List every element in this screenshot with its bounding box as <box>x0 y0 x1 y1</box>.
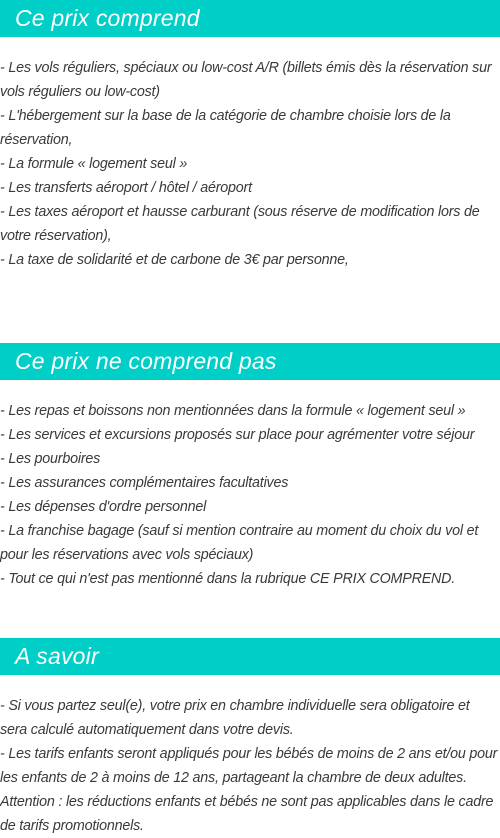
text-line: - Les taxes aéroport et hausse carburant (sous réserve de modification lors de <box>0 204 480 220</box>
text-line: Attention : les réductions enfants et bébés ne sont pas applicables dans le cadre <box>0 794 494 810</box>
section-includes <box>0 0 500 272</box>
text-line: - Les assurances complémentaires facultatives <box>0 475 289 491</box>
section-header-excludes <box>0 343 500 380</box>
text-line: vols réguliers ou low-cost) <box>0 84 160 100</box>
text-line: - Les transferts aéroport / hôtel / aéroport <box>0 180 252 196</box>
text-line: - La franchise bagage (sauf si mention contraire au moment du choix du vol et <box>0 523 479 539</box>
text-line: les enfants de 2 à moins de 12 ans, partageant la chambre de deux adultes. <box>0 770 467 786</box>
text-line: - L'hébergement sur la base de la catégorie de chambre choisie lors de la <box>0 108 451 124</box>
section-excludes <box>0 343 500 591</box>
text-line: - Les tarifs enfants seront appliqués pour les bébés de moins de 2 ans et/ou pour <box>0 746 498 762</box>
text-line: - Les services et excursions proposés sur place pour agrémenter votre séjour <box>0 427 475 443</box>
text-line: - Les dépenses d'ordre personnel <box>0 499 207 515</box>
text-line: - Les vols réguliers, spéciaux ou low-cost A/R (billets émis dès la réservation sur <box>0 60 492 76</box>
section-good-to-know <box>0 638 500 838</box>
section-body-excludes <box>0 399 500 591</box>
text-line: - La formule « logement seul » <box>0 156 188 172</box>
text-line: votre réservation), <box>0 228 112 244</box>
text-line: - Tout ce qui n'est pas mentionné dans la rubrique CE PRIX COMPREND. <box>0 571 456 587</box>
section-title: Ce prix ne comprend pas <box>15 348 277 374</box>
text-line: de tarifs promotionnels. <box>0 818 144 834</box>
section-body-good-to-know <box>0 694 500 838</box>
section-title: A savoir <box>15 643 99 669</box>
text-line: - Si vous partez seul(e), votre prix en chambre individuelle sera obligatoire et <box>0 698 470 714</box>
text-line: réservation, <box>0 132 73 148</box>
section-title: Ce prix comprend <box>15 5 200 31</box>
text-line: - La taxe de solidarité et de carbone de 3€ par personne, <box>0 252 349 268</box>
text-line: sera calculé automatiquement dans votre devis. <box>0 722 294 738</box>
text-line: - Les repas et boissons non mentionnées dans la formule « logement seul » <box>0 403 466 419</box>
section-body-includes <box>0 56 500 272</box>
text-line: pour les réservations avec vols spéciaux) <box>0 547 254 563</box>
text-line: - Les pourboires <box>0 451 101 467</box>
section-header-includes <box>0 0 500 37</box>
section-header-good-to-know <box>0 638 500 675</box>
